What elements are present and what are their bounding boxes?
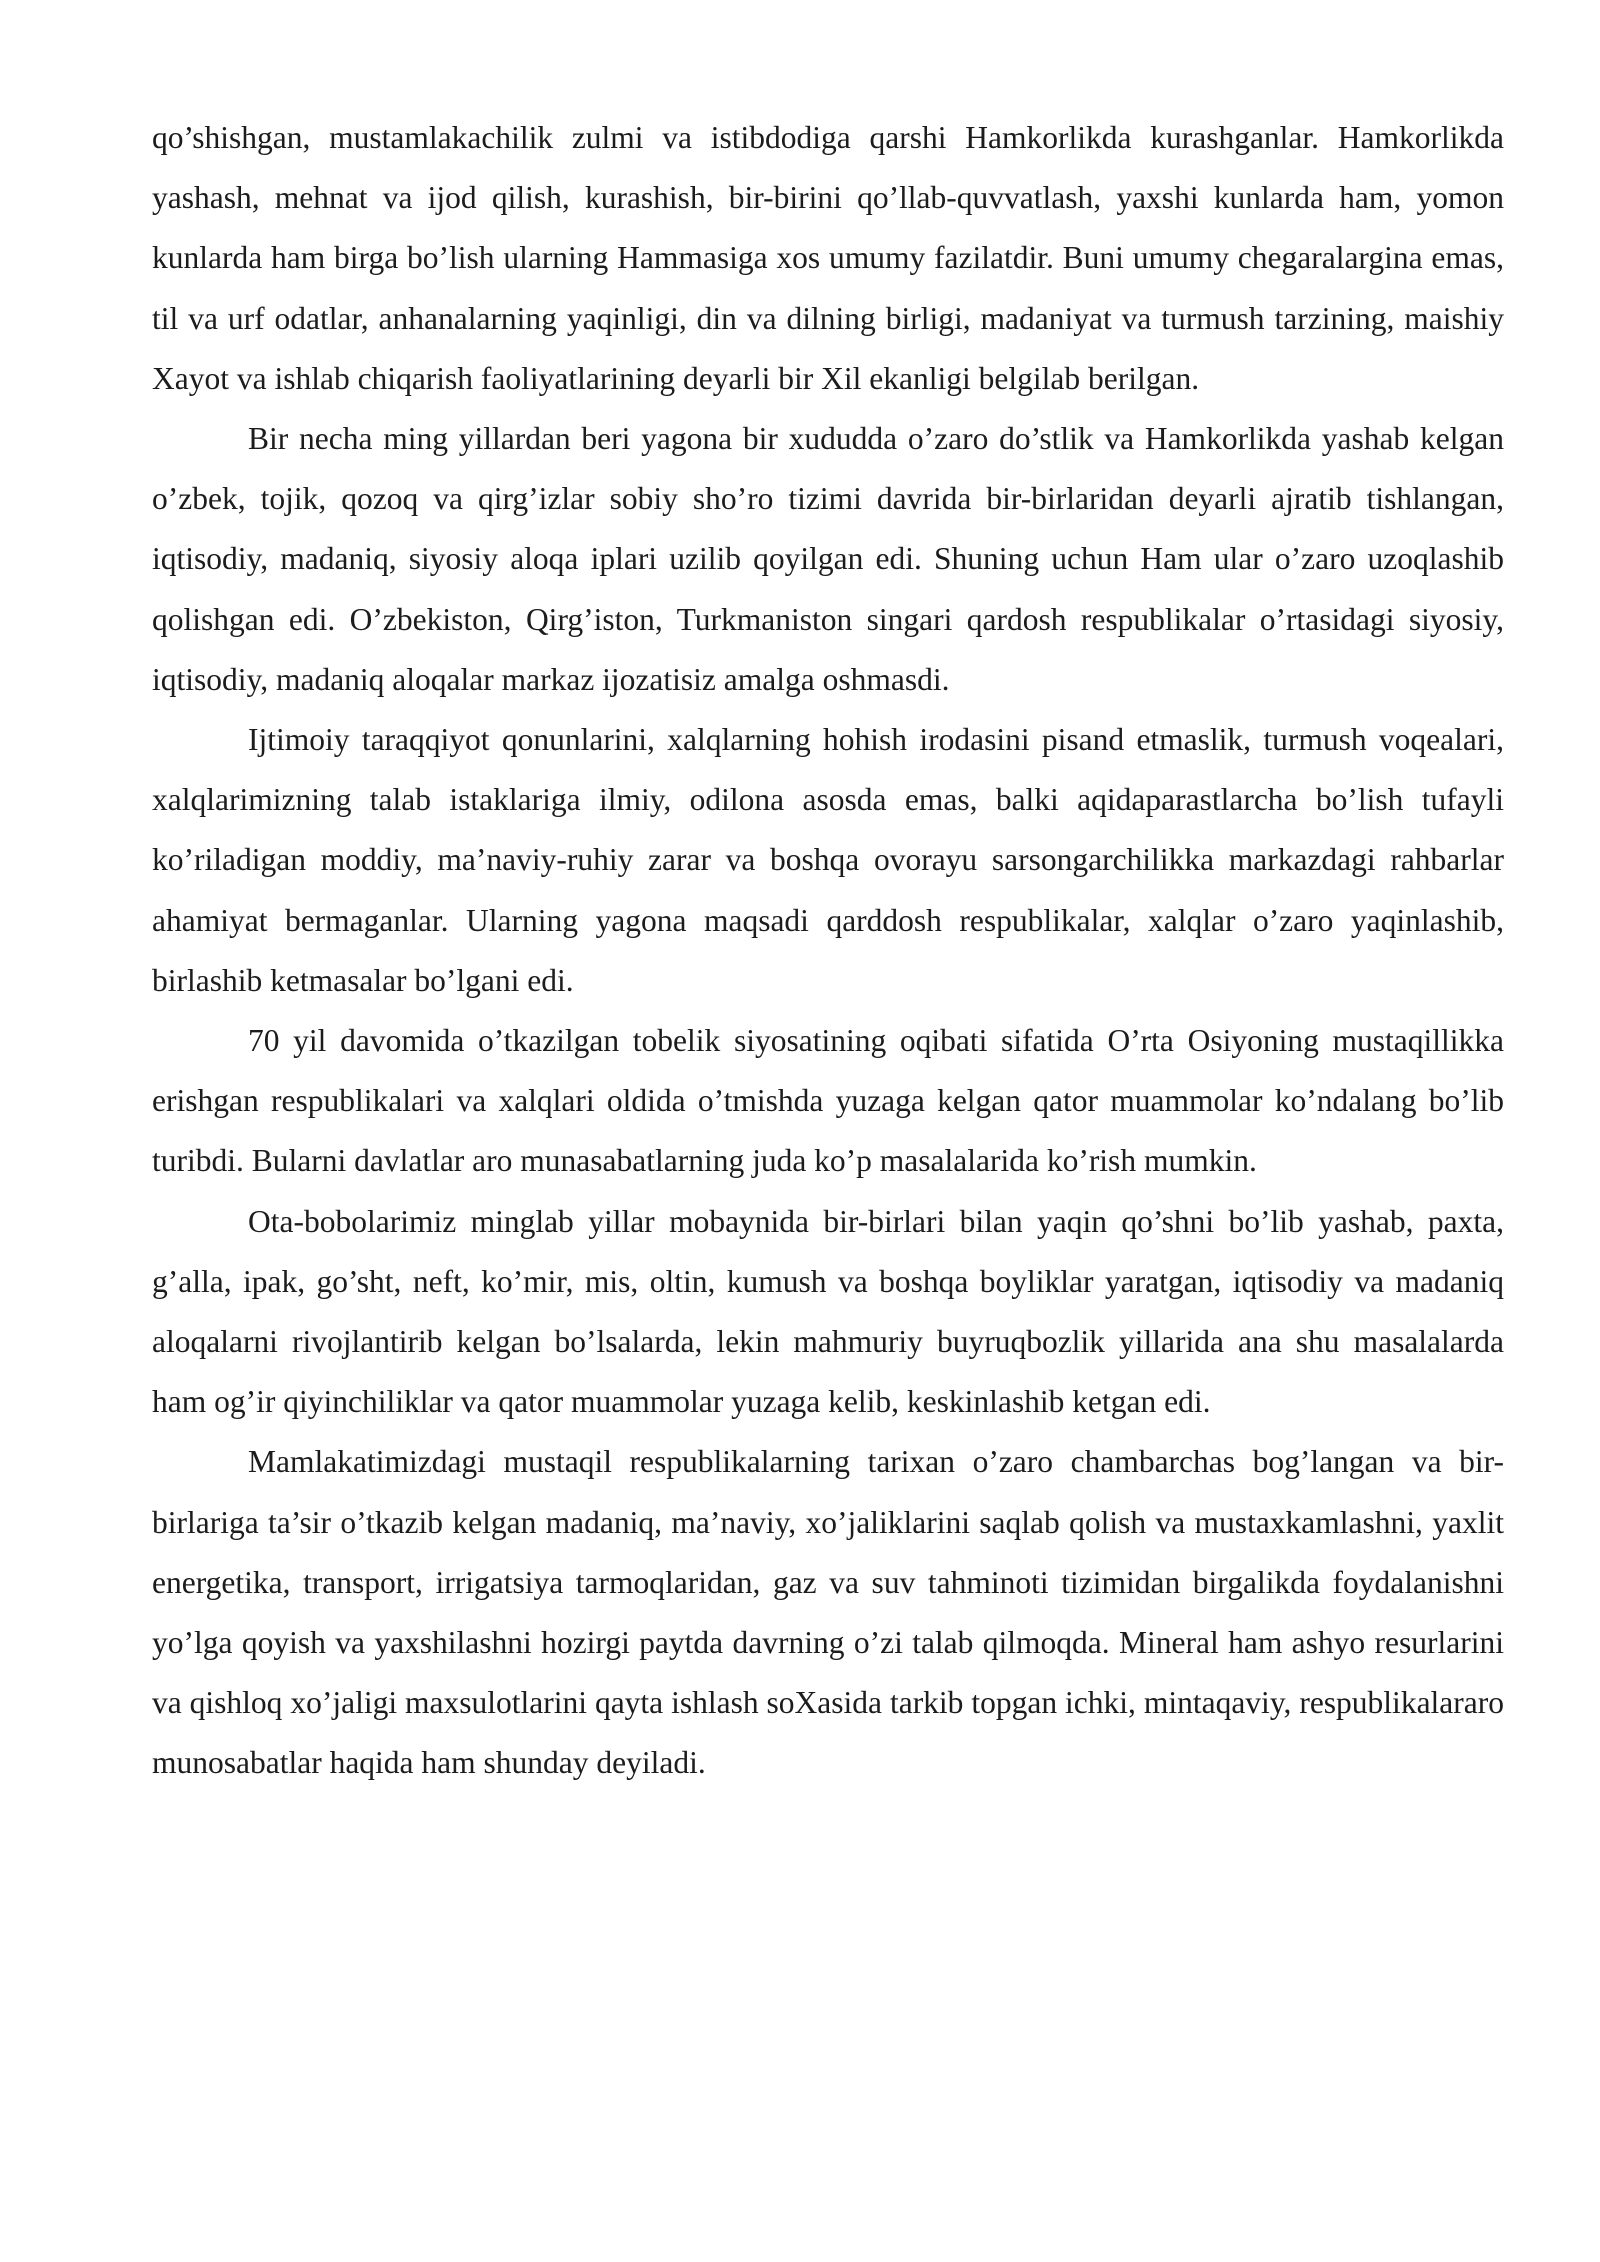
document-page xyxy=(152,108,1504,1794)
paragraph-1: qo’shishgan, mustamlakachilik zulmi va istibdodiga qarshi Hamkorlikda kurashganlar. Hamkorlikda yashash, mehnat va ijod qilish, kurashish, bir-birini qo’llab-quvvatlash, yaxshi kunlarda ham, yomon kunlarda ham birga bo’lish ularning Hammasiga xos umumy fazilatdir. Buni umumy chegaralargina emas, til va urf odatlar, anhanalarning yaqinligi, din va dilning birligi, madaniyat va turmush tarzining, maishiy Xayot va ishlab chiqarish faoliyatlarining deyarli bir Xil ekanligi belgilab berilgan. xyxy=(152,120,1504,396)
paragraph-2: Bir necha ming yillardan beri yagona bir xududda o’zaro do’stlik va Hamkorlikda yashab kelgan o’zbek, tojik, qozoq va qirg’izlar sobiy sho’ro tizimi davrida bir-birlaridan deyarli ajratib tishlangan, iqtisodiy, madaniq, siyosiy aloqa iplari uzilib qoyilgan edi. Shuning uchun Ham ular o’zaro uzoqlashib qolishgan edi. O’zbekiston, Qirg’iston, Turkmaniston singari qardosh respublikalar o’rtasidagi siyosiy, iqtisodiy, madaniq aloqalar markaz ijozatisiz amalga oshmasdi. xyxy=(152,421,1504,697)
paragraph-3: Ijtimoiy taraqqiyot qonunlarini, xalqlarning hohish irodasini pisand etmaslik, turmush voqealari, xalqlarimizning talab istaklariga ilmiy, odilona asosda emas, balki aqidaparastlarcha bo’lish tufayli ko’riladigan moddiy, ma’naviy-ruhiy zarar va boshqa ovorayu sarsongarchilikka markazdagi rahbarlar ahamiyat bermaganlar. Ularning yagona maqsadi qarddosh respublikalar, xalqlar o’zaro yaqinlashib, birlashib ketmasalar bo’lgani edi. xyxy=(152,722,1504,998)
paragraph-5: Ota-bobolarimiz minglab yillar mobaynida bir-birlari bilan yaqin qo’shni bo’lib yashab, paxta, g’alla, ipak, go’sht, neft, ko’mir, mis, oltin, kumush va boshqa boyliklar yaratgan, iqtisodiy va madaniq aloqalarni rivojlantirib kelgan bo’lsalarda, lekin mahmuriy buyruqbozlik yillarida ana shu masalalarda ham og’ir qiyinchiliklar va qator muammolar yuzaga kelib, keskinlashib ketgan edi. xyxy=(152,1203,1504,1420)
paragraph-6: Mamlakatimizdagi mustaqil respublikalarning tarixan o’zaro chambarchas bog’langan va bir-birlariga ta’sir o’tkazib kelgan madaniq, ma’naviy, xo’jaliklarini saqlab qolish va mustaxkamlashni, yaxlit energetika, transport, irrigatsiya tarmoqlaridan, gaz va suv tahminoti tizimidan birgalikda foydalanishni yo’lga qoyish va yaxshilashni hozirgi paytda davrning o’zi talab qilmoqda. Mineral ham ashyo resurlarini va qishloq xo’jaligi maxsulotlarini qayta ishlash soXasida tarkib topgan ichki, mintaqaviy, respublikalararo munosabatlar haqida ham shunday deyiladi. xyxy=(152,1444,1504,1781)
paragraph-4: 70 yil davomida o’tkazilgan tobelik siyosatining oqibati sifatida O’rta Osiyoning mustaqillikka erishgan respublikalari va xalqlari oldida o’tmishda yuzaga kelgan qator muammolar ko’ndalang bo’lib turibdi. Bularni davlatlar aro munasabatlarning juda ko’p masalalarida ko’rish mumkin. xyxy=(152,1023,1504,1179)
